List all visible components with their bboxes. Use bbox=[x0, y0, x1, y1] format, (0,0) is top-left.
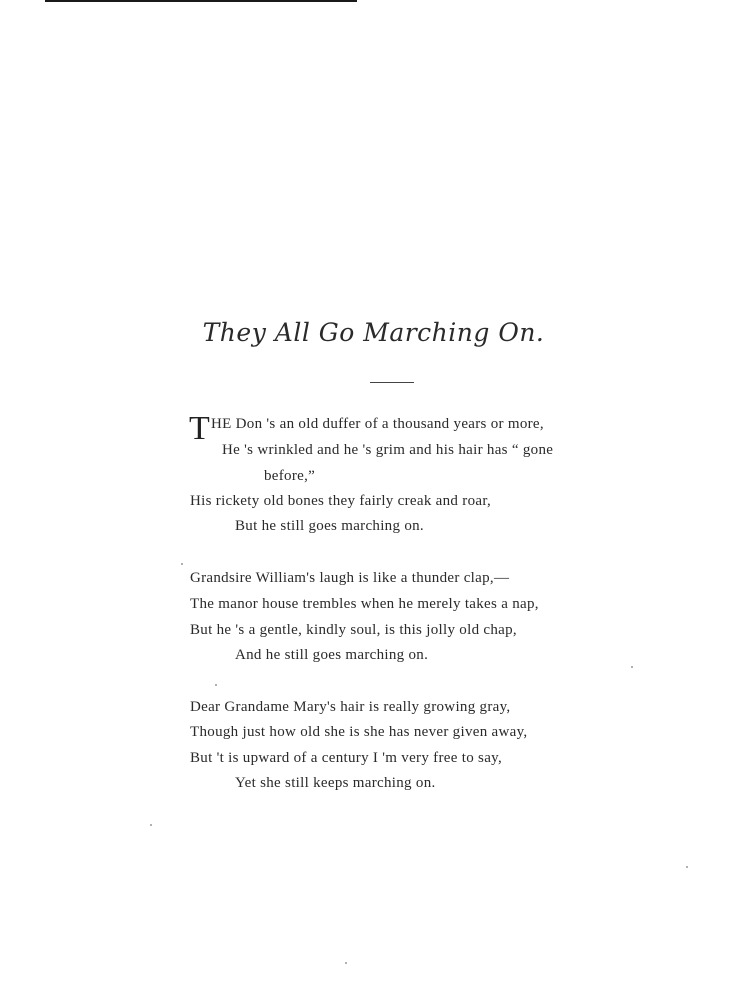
stanza-3-line-2: Though just how old she is she has never given away, bbox=[190, 724, 528, 740]
stanza-3-line-4: Yet she still keeps marching on. bbox=[235, 775, 436, 791]
poem-title: They All Go Marching On. bbox=[202, 318, 545, 347]
stanza-2-line-1: Grandsire William's laugh is like a thunder clap,— bbox=[190, 570, 510, 586]
stanza-3-line-3: But 't is upward of a century I 'm very free to say, bbox=[190, 750, 503, 766]
stanza-1-line-4: His rickety old bones they fairly creak and roar, bbox=[190, 493, 492, 509]
scan-speck bbox=[150, 824, 152, 826]
stanza-1-line-3: before,” bbox=[264, 468, 316, 484]
title-divider bbox=[370, 382, 414, 383]
stanza-1-line-1: HE Don 's an old duffer of a thousand years or more, bbox=[211, 416, 544, 432]
stanza-1-line-5: But he still goes marching on. bbox=[235, 518, 424, 534]
stanza-3-line-1: Dear Grandame Mary's hair is really growing gray, bbox=[190, 699, 511, 715]
drop-cap: T bbox=[189, 410, 210, 447]
scan-speck bbox=[686, 866, 688, 868]
top-rule bbox=[45, 0, 357, 2]
scan-speck bbox=[345, 962, 347, 964]
stanza-2-line-2: The manor house trembles when he merely takes a nap, bbox=[190, 596, 539, 612]
stanza-2-line-3: But he 's a gentle, kindly soul, is this jolly old chap, bbox=[190, 622, 517, 638]
stanza-2-line-4: And he still goes marching on. bbox=[235, 647, 429, 663]
scan-speck bbox=[215, 684, 217, 686]
scan-speck bbox=[631, 666, 633, 668]
scan-speck bbox=[181, 563, 183, 565]
stanza-1-line-2: He 's wrinkled and he 's grim and his hair has “ gone bbox=[222, 442, 554, 458]
